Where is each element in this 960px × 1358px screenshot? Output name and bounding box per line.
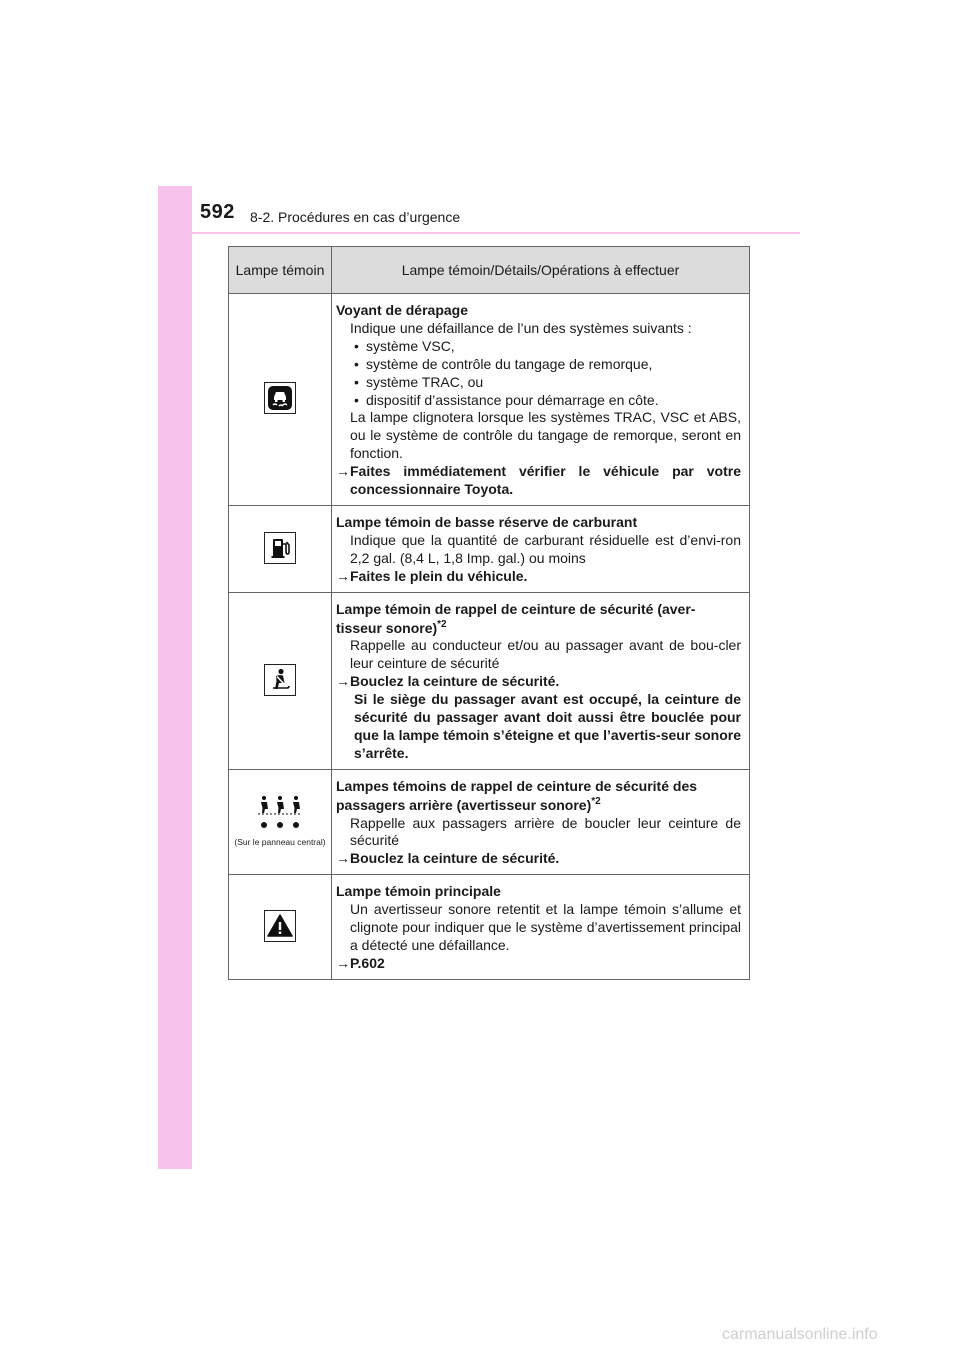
section-title: 8-2. Procédures en cas d’urgence	[250, 209, 461, 225]
details-cell	[332, 505, 750, 592]
table-row	[229, 769, 750, 875]
master-warning-icon	[264, 910, 296, 942]
list-item: • système VSC,	[354, 338, 741, 356]
arrow-icon: →	[336, 463, 350, 480]
table-row	[229, 592, 750, 769]
seatbelt-reminder-icon	[264, 664, 296, 696]
page-reference-link[interactable]: P.602	[350, 954, 385, 971]
low-fuel-icon	[264, 532, 296, 564]
icon-cell	[229, 875, 332, 980]
footnote-marker: *2	[437, 618, 447, 630]
row-description: Un avertisseur sonore retentit et la lampe témoin s’allume et clignote pour indiquer que le système d’avertissement principal a détecté une défaillance.	[350, 901, 741, 953]
row-action	[336, 673, 741, 691]
icon-caption: (Sur le panneau central)	[234, 837, 326, 848]
icon-cell	[229, 592, 332, 769]
row-description: Indique une défaillance de l’un des systèmes suivants :	[350, 319, 692, 336]
row-description: Indique que la quantité de carburant résiduelle est d’envi-ron 2,2 gal. (8,4 L, 1,8 Imp. gal.) ou moins	[350, 531, 741, 566]
system-list	[336, 338, 741, 410]
row-title: Voyant de dérapage	[336, 302, 469, 318]
row-action	[336, 568, 741, 586]
details-cell	[332, 294, 750, 506]
details-cell	[332, 592, 750, 769]
details-cell	[332, 875, 750, 980]
icon-cell	[229, 294, 332, 506]
row-action-text: Bouclez la ceinture de sécurité.	[350, 673, 560, 690]
row-title: Lampe témoin principale	[336, 883, 501, 900]
watermark: carmanualsonline.info	[722, 1326, 878, 1343]
list-item: • système de contrôle du tangage de remorque,	[354, 356, 741, 374]
row-action-text: Faites le plein du véhicule.	[350, 567, 528, 584]
rear-seatbelt-reminder-icon	[234, 794, 325, 847]
row-action	[336, 955, 741, 973]
arrow-icon: →	[336, 850, 350, 867]
row-description: Rappelle au conducteur et/ou au passager avant de bou-cler leur ceinture de sécurité	[350, 637, 741, 672]
row-action	[336, 463, 741, 499]
chapter-tab-band	[158, 186, 192, 1169]
warning-lights-table	[228, 246, 750, 980]
table-header-row	[229, 247, 750, 294]
row-action-text: Bouclez la ceinture de sécurité.	[350, 850, 560, 867]
icon-cell	[229, 505, 332, 592]
page-number: 592	[200, 201, 235, 223]
table-row	[229, 505, 750, 592]
slip-indicator-icon	[264, 382, 296, 414]
row-action-note: Si le siège du passager avant est occupé, la ceinture de sécurité du passager avant doit aussi être bouclée pour que la lampe témoin s’éteigne et que l’avertis-seur sonore s’arrête.	[354, 691, 741, 761]
details-cell	[332, 769, 750, 875]
table-row	[229, 294, 750, 506]
footnote-marker: *2	[591, 795, 601, 807]
row-action-text: Faites immédiatement vérifier le véhicule par votre concessionnaire Toyota.	[350, 463, 741, 498]
header-rule	[192, 232, 800, 234]
arrow-icon: →	[336, 673, 350, 690]
arrow-icon: →	[336, 567, 350, 584]
row-description-note: La lampe clignotera lorsque les systèmes TRAC, VSC et ABS, ou le système de contrôle du tangage de remorque, seront en fonction.	[350, 409, 741, 462]
row-title: Lampe témoin de basse réserve de carburant	[336, 513, 638, 530]
row-action	[336, 850, 741, 868]
row-title: Lampe témoin de rappel de ceinture de sécurité (aver-tisseur sonore)	[336, 600, 696, 636]
list-item: • système TRAC, ou	[354, 374, 741, 392]
row-title-wrap	[336, 601, 741, 638]
table-row	[229, 875, 750, 980]
row-description: Rappelle aux passagers arrière de boucler leur ceinture de sécurité	[350, 814, 741, 849]
row-title-wrap	[336, 778, 741, 815]
list-item: • dispositif d’assistance pour démarrage en côte.	[354, 392, 741, 410]
icon-cell	[229, 769, 332, 875]
column-header-details: Lampe témoin/Détails/Opérations à effectuer	[332, 247, 750, 294]
row-title: Lampes témoins de rappel de ceinture de sécurité des passagers arrière (avertisseur sonore)	[336, 777, 698, 813]
arrow-icon: →	[336, 954, 350, 971]
column-header-lamp: Lampe témoin	[229, 247, 332, 294]
